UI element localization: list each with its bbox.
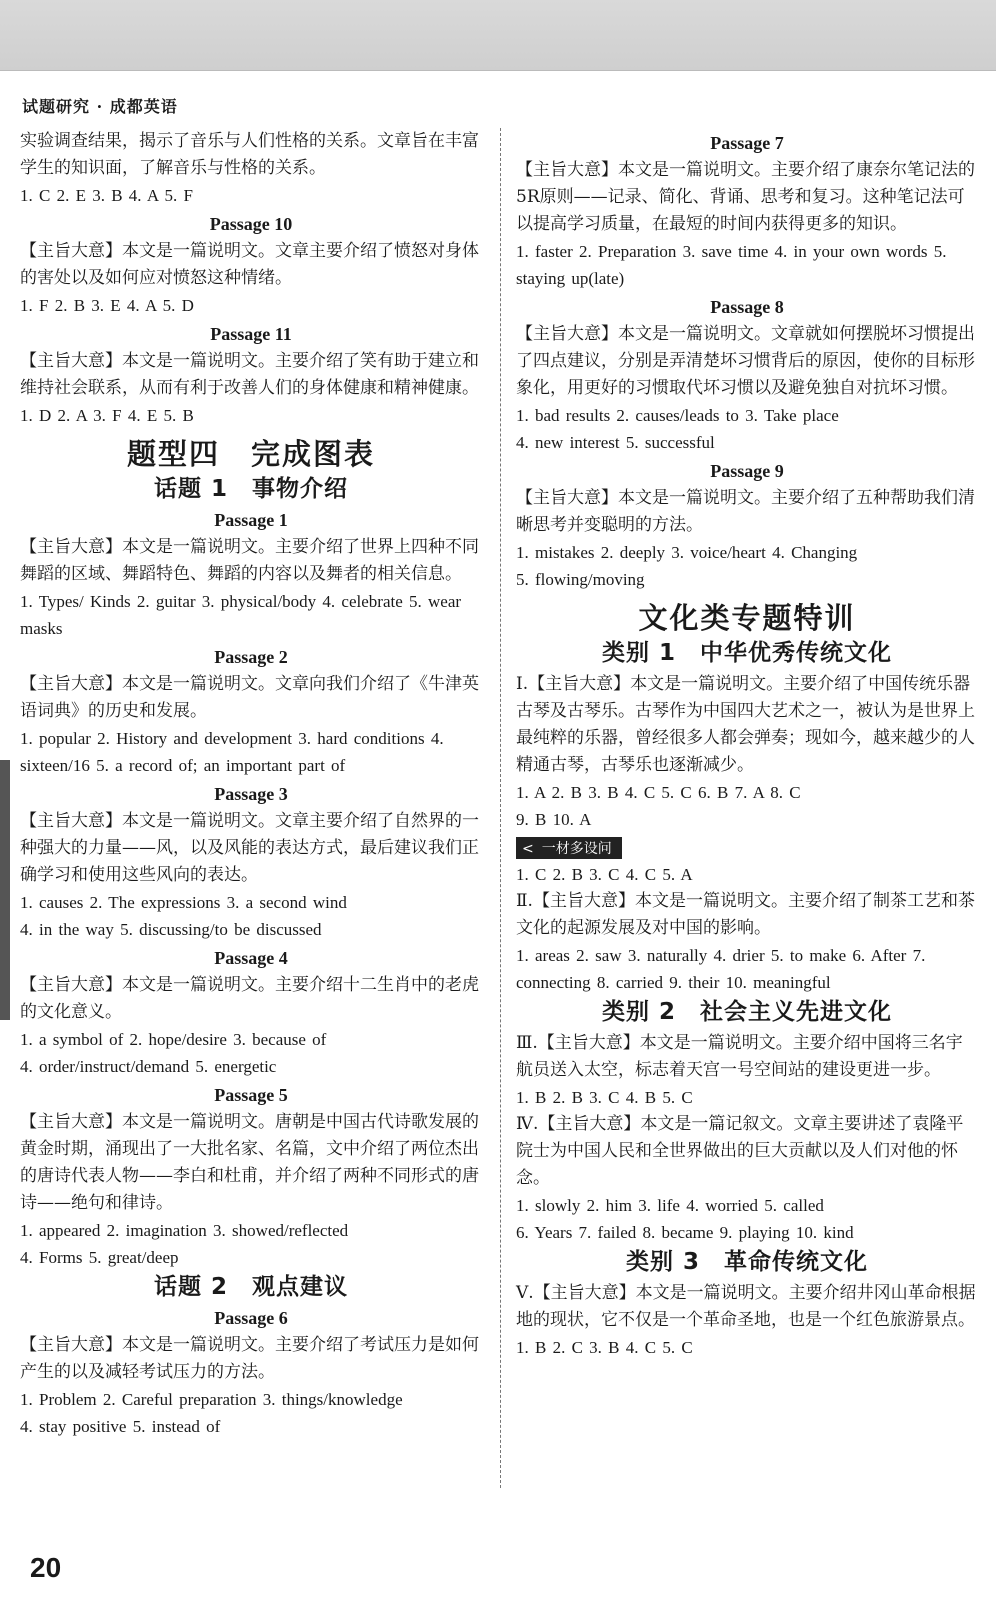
answer-line: 4. new interest 5. successful — [516, 433, 715, 452]
answer-line: 4. order/instruct/demand 5. energetic — [20, 1057, 277, 1076]
answer-line: 1. B 2. B 3. C 4. B 5. C — [516, 1088, 693, 1107]
summary-text: 【主旨大意】本文是一篇说明文。主要介绍了五种帮助我们清晰思考并变聪明的方法。 — [516, 488, 975, 535]
answer-line: 1. causes 2. The expressions 3. a second wind — [20, 893, 347, 912]
culture-section-title: 文化类专题特训 — [638, 601, 856, 635]
summary-text: 【主旨大意】本文是一篇说明文。文章主要介绍了愤怒对身体的害处以及如何应对愤怒这种情绪。 — [20, 241, 479, 288]
edge-tab — [0, 760, 10, 1020]
answer-line: 1. Problem 2. Careful preparation 3. things/knowledge — [20, 1390, 403, 1409]
passage-title: Passage 11 — [210, 324, 292, 344]
answer-line: 1. Types/ Kinds 2. guitar 3. physical/body 4. celebrate 5. wear masks — [20, 592, 462, 638]
summary-text: Ⅲ.【主旨大意】本文是一篇说明文。主要介绍中国将三名宇航员送入太空，标志着天宫一号空间站的建设更进一步。 — [516, 1033, 963, 1080]
summary-text: Ⅰ.【主旨大意】本文是一篇说明文。主要介绍了中国传统乐器古琴及古琴乐。古琴作为中国四大艺术之一，被认为是世界上最纯粹的乐器，曾经很多人都会弹奏；现如今，越来越少的人精通古琴，古琴乐也逐渐减少。 — [516, 674, 975, 775]
passage-title: Passage 2 — [214, 647, 288, 667]
share-icon: < — [522, 841, 534, 857]
multi-question-banner — [516, 837, 622, 859]
summary-text: 【主旨大意】本文是一篇说明文。主要介绍十二生肖中的老虎的文化意义。 — [20, 975, 479, 1022]
column-divider — [500, 128, 501, 1488]
section-title: 题型四 完成图表 — [126, 437, 375, 471]
summary-text: 【主旨大意】本文是一篇说明文。主要介绍了康奈尔笔记法的5R原则——记录、简化、背诵、思考和复习。这种笔记法可以提高学习质量，在最短的时间内获得更多的知识。 — [516, 160, 975, 234]
left-column — [20, 128, 482, 1440]
passage-title: Passage 6 — [214, 1308, 288, 1328]
topic-title: 话题 1 事物介绍 — [153, 476, 348, 502]
summary-text: 【主旨大意】本文是一篇说明文。唐朝是中国古代诗歌发展的黄金时期，涌现出了一大批名家、名篇，文中介绍了两位杰出的唐诗代表人物——李白和杜甫，并介绍了两种不同形式的唐诗——绝句和律诗。 — [20, 1112, 479, 1213]
passage-title: Passage 5 — [214, 1085, 288, 1105]
banner-label: 一材多设问 — [541, 841, 612, 857]
passage-title: Passage 4 — [214, 948, 288, 968]
answer-line: 1. appeared 2. imagination 3. showed/reflected — [20, 1221, 349, 1240]
answer-line: 1. D 2. A 3. F 4. E 5. B — [20, 406, 194, 425]
summary-text: 【主旨大意】本文是一篇说明文。主要介绍了考试压力是如何产生的以及减轻考试压力的方法。 — [20, 1335, 479, 1382]
answer-line: 4. in the way 5. discussing/to be discussed — [20, 920, 322, 939]
summary-text: Ⅳ.【主旨大意】本文是一篇记叙文。文章主要讲述了袁隆平院士为中国人民和全世界做出的巨大贡献以及人们对他的怀念。 — [516, 1114, 964, 1188]
topic-title: 话题 2 观点建议 — [153, 1274, 348, 1300]
answer-line: 1. faster 2. Preparation 3. save time 4. in your own words 5. staying up(late) — [516, 242, 947, 288]
answer-line: 9. B 10. A — [516, 810, 592, 829]
summary-text: 【主旨大意】本文是一篇说明文。主要介绍了世界上四种不同舞蹈的区域、舞蹈特色、舞蹈的内容以及舞者的相关信息。 — [20, 537, 479, 584]
category-title: 类别 3 革命传统文化 — [625, 1249, 868, 1275]
summary-text: 【主旨大意】本文是一篇说明文。文章向我们介绍了《牛津英语词典》的历史和发展。 — [20, 674, 479, 721]
summary-text: 【主旨大意】本文是一篇说明文。文章主要介绍了自然界的一种强大的力量——风，以及风能的表达方式，最后建议我们正确学习和使用这些风向的表达。 — [20, 811, 479, 885]
answer-line: 1. C 2. E 3. B 4. A 5. F — [20, 186, 193, 205]
answer-line: 4. Forms 5. great/deep — [20, 1248, 179, 1267]
answer-line: 1. popular 2. History and development 3. hard conditions 4. sixteen/16 5. a record of; an important part of — [20, 729, 444, 775]
summary-text: Ⅱ.【主旨大意】本文是一篇说明文。主要介绍了制茶工艺和茶文化的起源发展及对中国的影响。 — [516, 891, 975, 938]
summary-text: 【主旨大意】本文是一篇说明文。文章就如何摆脱坏习惯提出了四点建议，分别是弄清楚坏习惯背后的原因，使你的目标形象化，用更好的习惯取代坏习惯以及避免独自对抗坏习惯。 — [516, 324, 975, 398]
passage-title: Passage 9 — [710, 461, 784, 481]
answer-line: 1. bad results 2. causes/leads to 3. Take place — [516, 406, 839, 425]
passage-title: Passage 3 — [214, 784, 288, 804]
answer-line: 5. flowing/moving — [516, 570, 645, 589]
passage-title: Passage 10 — [209, 214, 293, 234]
passage-title: Passage 7 — [710, 133, 784, 153]
answer-line: 1. a symbol of 2. hope/desire 3. because of — [20, 1030, 327, 1049]
answer-line: 6. Years 7. failed 8. became 9. playing 10. kind — [516, 1223, 854, 1242]
answer-line: 1. mistakes 2. deeply 3. voice/heart 4. Changing — [516, 543, 858, 562]
category-title: 类别 2 社会主义先进文化 — [601, 999, 892, 1025]
answer-line: 1. slowly 2. him 3. life 4. worried 5. called — [516, 1196, 824, 1215]
category-title: 类别 1 中华优秀传统文化 — [601, 640, 892, 666]
top-scan-bar — [0, 0, 996, 71]
answer-line: 1. areas 2. saw 3. naturally 4. drier 5. to make 6. After 7. connecting 8. carried 9. their 10. meaningful — [516, 946, 926, 992]
answer-line: 4. stay positive 5. instead of — [20, 1417, 221, 1436]
answer-line: 1. B 2. C 3. B 4. C 5. C — [516, 1338, 693, 1357]
passage-title: Passage 1 — [214, 510, 288, 530]
answer-line: 1. A 2. B 3. B 4. C 5. C 6. B 7. A 8. C — [516, 783, 801, 802]
right-column — [516, 128, 978, 1361]
intro-text: 实验调查结果，揭示了音乐与人们性格的关系。文章旨在丰富学生的知识面，了解音乐与性格的关系。 — [20, 131, 479, 178]
passage-title: Passage 8 — [710, 297, 784, 317]
answer-line: 1. F 2. B 3. E 4. A 5. D — [20, 296, 194, 315]
summary-text: 【主旨大意】本文是一篇说明文。主要介绍了笑有助于建立和维持社会联系，从而有利于改善人们的身体健康和精神健康。 — [20, 351, 479, 398]
page-number: 20 — [30, 1552, 62, 1583]
answer-line: 1. C 2. B 3. C 4. C 5. A — [516, 865, 693, 884]
summary-text: Ⅴ.【主旨大意】本文是一篇说明文。主要介绍井冈山革命根据地的现状，它不仅是一个革命圣地，也是一个红色旅游景点。 — [516, 1283, 976, 1330]
series-title: 试题研究 · 成都英语 — [22, 97, 178, 116]
